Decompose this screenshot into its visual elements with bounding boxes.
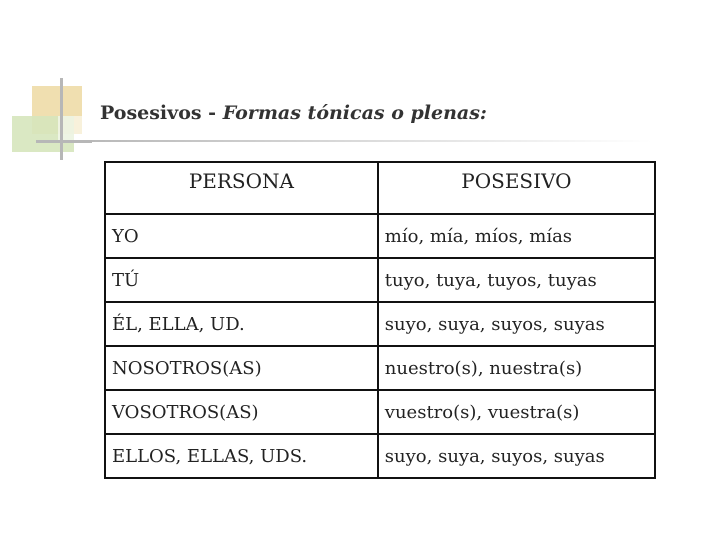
persona-cell: VOSOTROS(AS) bbox=[105, 390, 378, 434]
possessives-table bbox=[104, 161, 656, 479]
posesivo-cell: suyo, suya, suyos, suyas bbox=[378, 302, 655, 346]
table-row bbox=[105, 346, 655, 390]
title-prefix: Posesivos - bbox=[100, 102, 223, 124]
persona-cell: YO bbox=[105, 214, 378, 258]
title-underline bbox=[92, 140, 652, 142]
header-posesivo: POSESIVO bbox=[378, 162, 655, 214]
table-header-row bbox=[105, 162, 655, 214]
table-row bbox=[105, 390, 655, 434]
posesivo-cell: suyo, suya, suyos, suyas bbox=[378, 434, 655, 478]
decorative-horizontal-line bbox=[36, 140, 92, 143]
decorative-vertical-line bbox=[60, 78, 63, 160]
slide-title bbox=[100, 102, 487, 124]
persona-cell: TÚ bbox=[105, 258, 378, 302]
table-row bbox=[105, 434, 655, 478]
table-row bbox=[105, 302, 655, 346]
posesivo-cell: tuyo, tuya, tuyos, tuyas bbox=[378, 258, 655, 302]
table-row bbox=[105, 258, 655, 302]
persona-cell: ELLOS, ELLAS, UDS. bbox=[105, 434, 378, 478]
persona-cell: NOSOTROS(AS) bbox=[105, 346, 378, 390]
posesivo-cell: vuestro(s), vuestra(s) bbox=[378, 390, 655, 434]
header-persona: PERSONA bbox=[105, 162, 378, 214]
posesivo-cell: nuestro(s), nuestra(s) bbox=[378, 346, 655, 390]
table-row bbox=[105, 214, 655, 258]
posesivo-cell: mío, mía, míos, mías bbox=[378, 214, 655, 258]
title-emphasis: Formas tónicas o plenas: bbox=[222, 102, 487, 124]
persona-cell: ÉL, ELLA, UD. bbox=[105, 302, 378, 346]
